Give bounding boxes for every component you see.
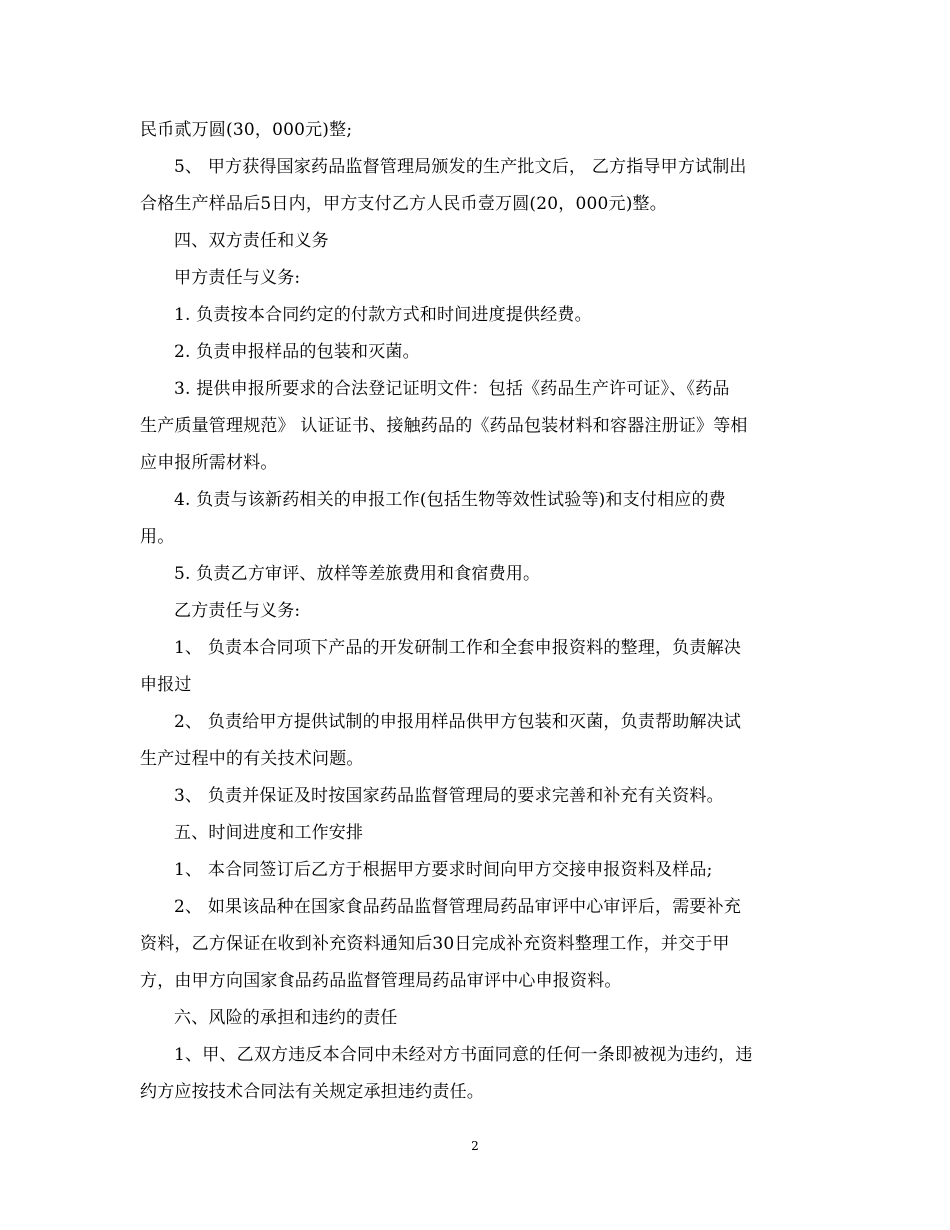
text-line-22: 2、 如果该品种在国家食品药品监督管理局药品审评中心审评后，需要补充 [174,897,742,917]
text-line-18: 生产过程中的有关技术问题。 [140,749,364,769]
text-line-19: 3、 负责并保证及时按国家药品监督管理局的要求完善和补充有关资料。 [174,786,724,806]
text-line-13: 5. 负责乙方审评、放样等差旅费用和食宿费用。 [174,564,541,584]
section-heading-4: 四、双方责任和义务 [174,231,329,251]
document-body [140,112,810,1111]
section-heading-6: 六、风险的承担和违约的责任 [174,1008,398,1028]
text-line-27: 约方应按技术合同法有关规定承担违约责任。 [140,1082,484,1102]
text-line-8: 3. 提供申报所要求的合法登记证明文件：包括《药品生产许可证》、《药品 [174,379,730,399]
text-line-6: 1. 负责按本合同约定的付款方式和时间进度提供经费。 [174,305,592,325]
text-line-3: 合格生产样品后5日内，甲方支付乙方人民币壹万圆(20，000元)整。 [140,194,667,214]
text-line-11: 4. 负责与该新药相关的申报工作(包括生物等效性试验等)和支付相应的费 [174,490,726,510]
subheading-party-a: 甲方责任与义务: [174,268,301,288]
text-line-15: 1、 负责本合同项下产品的开发研制工作和全套申报资料的整理，负责解决 [174,638,742,658]
text-line-1: 民币贰万圆(30，000元)整; [140,120,353,140]
text-line-17: 2、 负责给甲方提供试制的申报用样品供甲方包装和灭菌，负责帮助解决试 [174,712,742,732]
text-line-10: 应申报所需材料。 [140,453,278,473]
section-heading-5: 五、时间进度和工作安排 [174,823,364,843]
page-number: 2 [471,1139,479,1153]
text-line-9: 生产质量管理规范》 认证证书、接触药品的《药品包装材料和容器注册证》等相 [140,416,748,436]
text-line-21: 1、 本合同签订后乙方于根据甲方要求时间向甲方交接申报资料及样品; [174,860,713,880]
text-line-12: 用。 [140,527,175,547]
text-line-16: 申报过 [140,675,192,695]
subheading-party-b: 乙方责任与义务: [174,601,301,621]
text-line-23: 资料，乙方保证在收到补充资料通知后30日完成补充资料整理工作，并交于甲 [140,934,730,954]
text-line-7: 2. 负责申报样品的包装和灭菌。 [174,342,420,362]
text-line-24: 方，由甲方向国家食品药品监督管理局药品审评中心申报资料。 [140,971,622,991]
text-line-26: 1、甲、乙双方违反本合同中未经对方书面同意的任何一条即被视为违约，违 [174,1045,753,1065]
text-line-2: 5、 甲方获得国家药品监督管理局颁发的生产批文后， 乙方指导甲方试制出 [174,157,747,177]
